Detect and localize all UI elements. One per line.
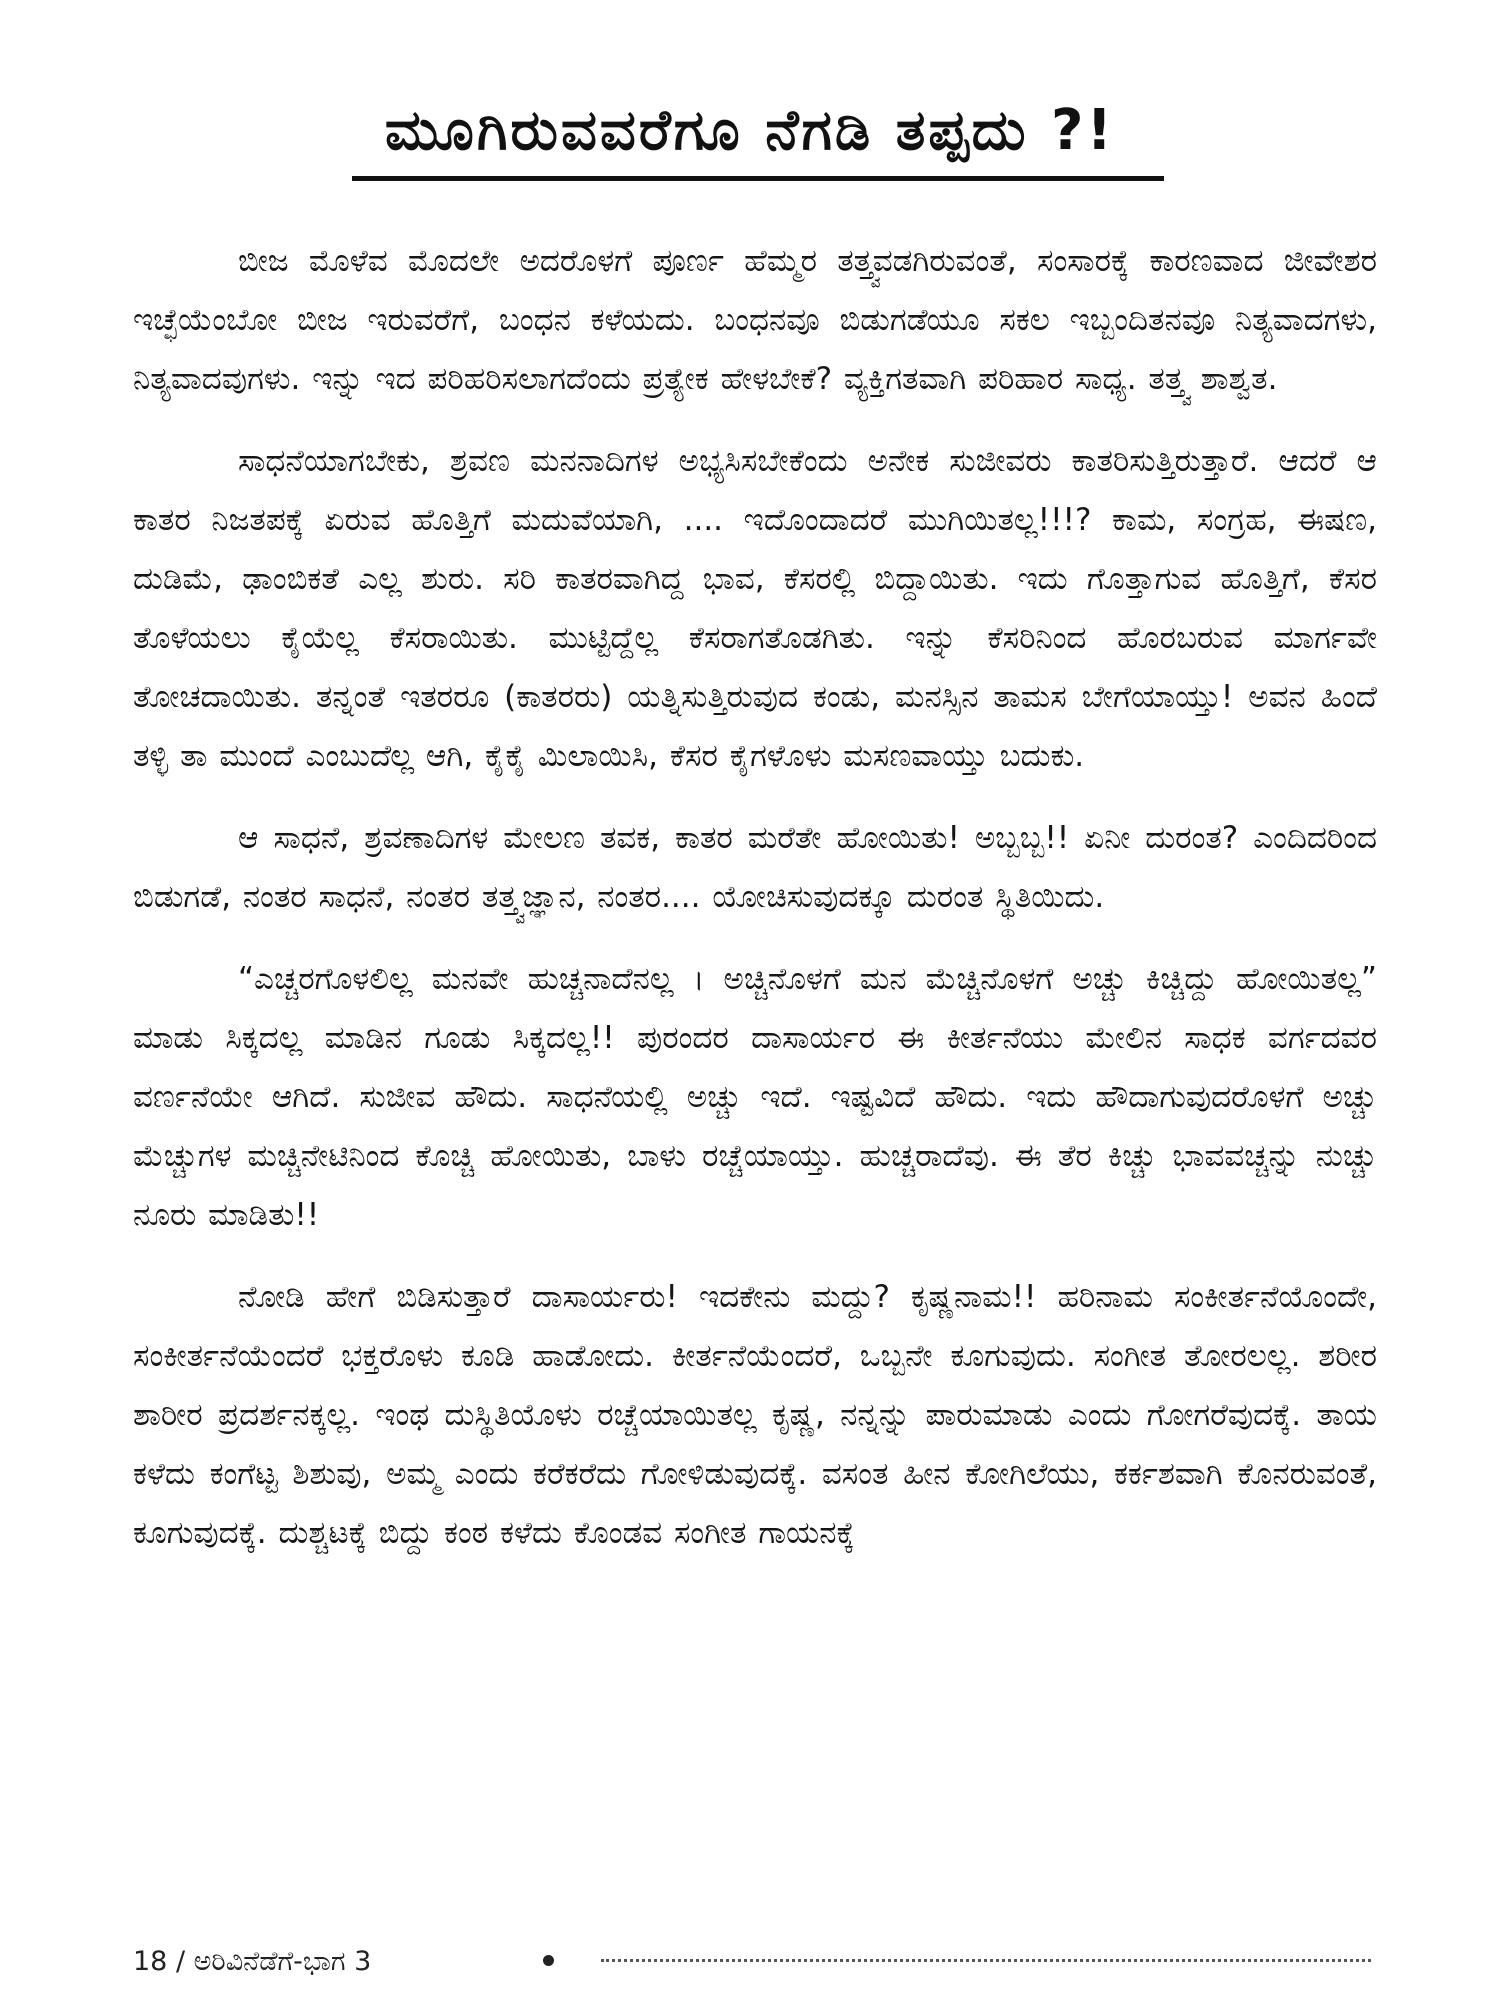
- book-title: ಅರಿವಿನೆಡೆಗೆ-ಭಾಗ 3: [193, 1945, 372, 1977]
- paragraph-3: ಆ ಸಾಧನೆ, ಶ್ರವಣಾದಿಗಳ ಮೇಲಣ ತವಕ, ಕಾತರ ಮರೆತೇ ಹೋಯಿತು! ಅಬ್ಬಬ್ಬ!! ಏನೀ ದುರಂತ? ಎಂದಿದರಿಂದ ಬಿಡುಗಡೆ, ನಂತರ ಸಾಧನೆ, ನಂತರ ತತ್ತ್ವಜ್ಞಾನ, ನಂತರ.... ಯೋಚಿಸುವುದಕ್ಕೂ ದುರಂತ ಸ್ಥಿತಿಯಿದು.: [133, 820, 1377, 915]
- paragraph-1: ಬೀಜ ಮೊಳೆವ ಮೊದಲೇ ಅದರೊಳಗೆ ಪೂರ್ಣ ಹೆಮ್ಮರ ತತ್ತ್ವವಡಗಿರುವಂತೆ, ಸಂಸಾರಕ್ಕೆ ಕಾರಣವಾದ ಜೀವೇಶರ ಇಚ್ಛೆಯೆಂಬೋ ಬೀಜ ಇರುವರೆಗೆ, ಬಂಧನ ಕಳೆಯದು. ಬಂಧನವೂ ಬಿಡುಗಡೆಯೂ ಸಕಲ ಇಬ್ಬಂದಿತನವೂ ನಿತ್ಯವಾದಗಳು, ನಿತ್ಯವಾದವುಗಳು. ಇನ್ನು ಇದ ಪರಿಹರಿಸಲಾಗದೆಂದು ಪ್ರತ್ಯೇಕ ಹೇಳಬೇಕೆ? ವ್ಯಕ್ತಿಗತವಾಗಿ ಪರಿಹಾರ ಸಾಧ್ಯ. ತತ್ತ್ವ ಶಾಶ್ವತ.: [133, 243, 1377, 397]
- paragraph-2: ಸಾಧನೆಯಾಗಬೇಕು, ಶ್ರವಣ ಮನನಾದಿಗಳ ಅಭ್ಯಸಿಸಬೇಕೆಂದು ಅನೇಕ ಸುಜೀವರು ಕಾತರಿಸುತ್ತಿರುತ್ತಾರೆ. ಆದರೆ ಆ ಕಾತರ ನಿಜತಪಕ್ಕೆ ಏರುವ ಹೊತ್ತಿಗೆ ಮದುವೆಯಾಗಿ, .... ಇದೊಂದಾದರೆ ಮುಗಿಯಿತಲ್ಲ!!!? ಕಾಮ, ಸಂಗ್ರಹ, ಈಷಣ, ದುಡಿಮೆ, ಢಾಂಬಿಕತೆ ಎಲ್ಲ ಶುರು. ಸರಿ ಕಾತರವಾಗಿದ್ದ ಭಾವ, ಕೆಸರಲ್ಲಿ ಬಿದ್ದಾಯಿತು. ಇದು ಗೊತ್ತಾಗುವ ಹೊತ್ತಿಗೆ, ಕೆಸರ ತೊಳೆಯಲು ಕೈಯೆಲ್ಲ ಕೆಸರಾಯಿತು. ಮುಟ್ಟಿದ್ದೆಲ್ಲ ಕೆಸರಾಗತೊಡಗಿತು. ಇನ್ನು ಕೆಸರಿನಿಂದ ಹೊರಬರುವ ಮಾರ್ಗವೇ ತೋಚದಾಯಿತು. ತನ್ನಂತೆ ಇತರರೂ (ಕಾತರರು) ಯತ್ನಿಸುತ್ತಿರುವುದ ಕಂಡು, ಮನಸ್ಸಿನ ತಾಮಸ ಬೇಗೆಯಾಯ್ತು! ಅವನ ಹಿಂದೆ ತಳ್ಳಿ ತಾ ಮುಂದೆ ಎಂಬುದೆಲ್ಲ ಆಗಿ, ಕೈಕೈ ಮಿಲಾಯಿಸಿ, ಕೆಸರ ಕೈಗಳೊಳು ಮಸಣವಾಯ್ತು ಬದುಕು.: [133, 443, 1377, 774]
- paragraph-4: “ಎಚ್ಚರಗೊಳಲಿಲ್ಲ ಮನವೇ ಹುಚ್ಚನಾದೆನಲ್ಲ । ಅಚ್ಚಿನೊಳಗೆ ಮನ ಮೆಚ್ಚಿನೊಳಗೆ ಅಚ್ಚು ಕಿಚ್ಚಿದ್ದು ಹೋಯಿತಲ್ಲ” ಮಾಡು ಸಿಕ್ಕದಲ್ಲ ಮಾಡಿನ ಗೂಡು ಸಿಕ್ಕದಲ್ಲ!! ಪುರಂದರ ದಾಸಾರ್ಯರ ಈ ಕೀರ್ತನೆಯು ಮೇಲಿನ ಸಾಧಕ ವರ್ಗದವರ ವರ್ಣನೆಯೇ ಆಗಿದೆ. ಸುಜೀವ ಹೌದು. ಸಾಧನೆಯಲ್ಲಿ ಅಚ್ಚು ಇದೆ. ಇಷ್ಟವಿದೆ ಹೌದು. ಇದು ಹೌದಾಗುವುದರೊಳಗೆ ಅಚ್ಚು ಮೆಚ್ಚುಗಳ ಮಚ್ಚಿನೇಟಿನಿಂದ ಕೊಚ್ಚಿ ಹೋಯಿತು, ಬಾಳು ರಚ್ಚೆಯಾಯ್ತು. ಹುಚ್ಚರಾದೆವು. ಈ ತೆರ ಕಿಚ್ಚು ಭಾವವಚ್ಚನ್ನು ನುಚ್ಚು ನೂರು ಮಾಡಿತು!!: [133, 961, 1377, 1233]
- page-number: 18 /: [133, 1946, 186, 1977]
- footer-dotted-line: [601, 1959, 1371, 1962]
- title-underline: [352, 176, 1164, 181]
- article-body: [133, 232, 1377, 1586]
- paragraph-5: ನೋಡಿ ಹೇಗೆ ಬಿಡಿಸುತ್ತಾರೆ ದಾಸಾರ್ಯರು! ಇದಕೇನು ಮದ್ದು? ಕೃಷ್ಣನಾಮ!! ಹರಿನಾಮ ಸಂಕೀರ್ತನೆಯೊಂದೇ, ಸಂಕೀರ್ತನೆಯೆಂದರೆ ಭಕ್ತರೊಳು ಕೂಡಿ ಹಾಡೋದು. ಕೀರ್ತನೆಯೆಂದರೆ, ಒಬ್ಬನೇ ಕೂಗುವುದು. ಸಂಗೀತ ತೋರಲಲ್ಲ. ಶರೀರ ಶಾರೀರ ಪ್ರದರ್ಶನಕ್ಕಲ್ಲ. ಇಂಥ ದುಸ್ಥಿತಿಯೊಳು ರಚ್ಚೆಯಾಯಿತಲ್ಲ ಕೃಷ್ಣ, ನನ್ನನ್ನು ಪಾರುಮಾಡು ಎಂದು ಗೋಗರೆವುದಕ್ಕೆ. ತಾಯ ಕಳೆದು ಕಂಗೆಟ್ಟ ಶಿಶುವು, ಅಮ್ಮ ಎಂದು ಕರೆಕರೆದು ಗೋಳಿಡುವುದಕ್ಕೆ. ವಸಂತ ಹೀನ ಕೋಗಿಲೆಯು, ಕರ್ಕಶವಾಗಿ ಕೊನರುವಂತೆ, ಕೂಗುವುದಕ್ಕೆ. ದುಶ್ಚಟಕ್ಕೆ ಬಿದ್ದು ಕಂಠ ಕಳೆದು ಕೊಂಡವ ಸಂಗೀತ ಗಾಯನಕ್ಕೆ: [133, 1279, 1377, 1551]
- page-title: ಮೂಗಿರುವವರೆಗೂ ನೆಗಡಿ ತಪ್ಪದು ?!: [384, 98, 1116, 163]
- footer-bullet: [543, 1955, 554, 1966]
- page-footer: [133, 1945, 1373, 1985]
